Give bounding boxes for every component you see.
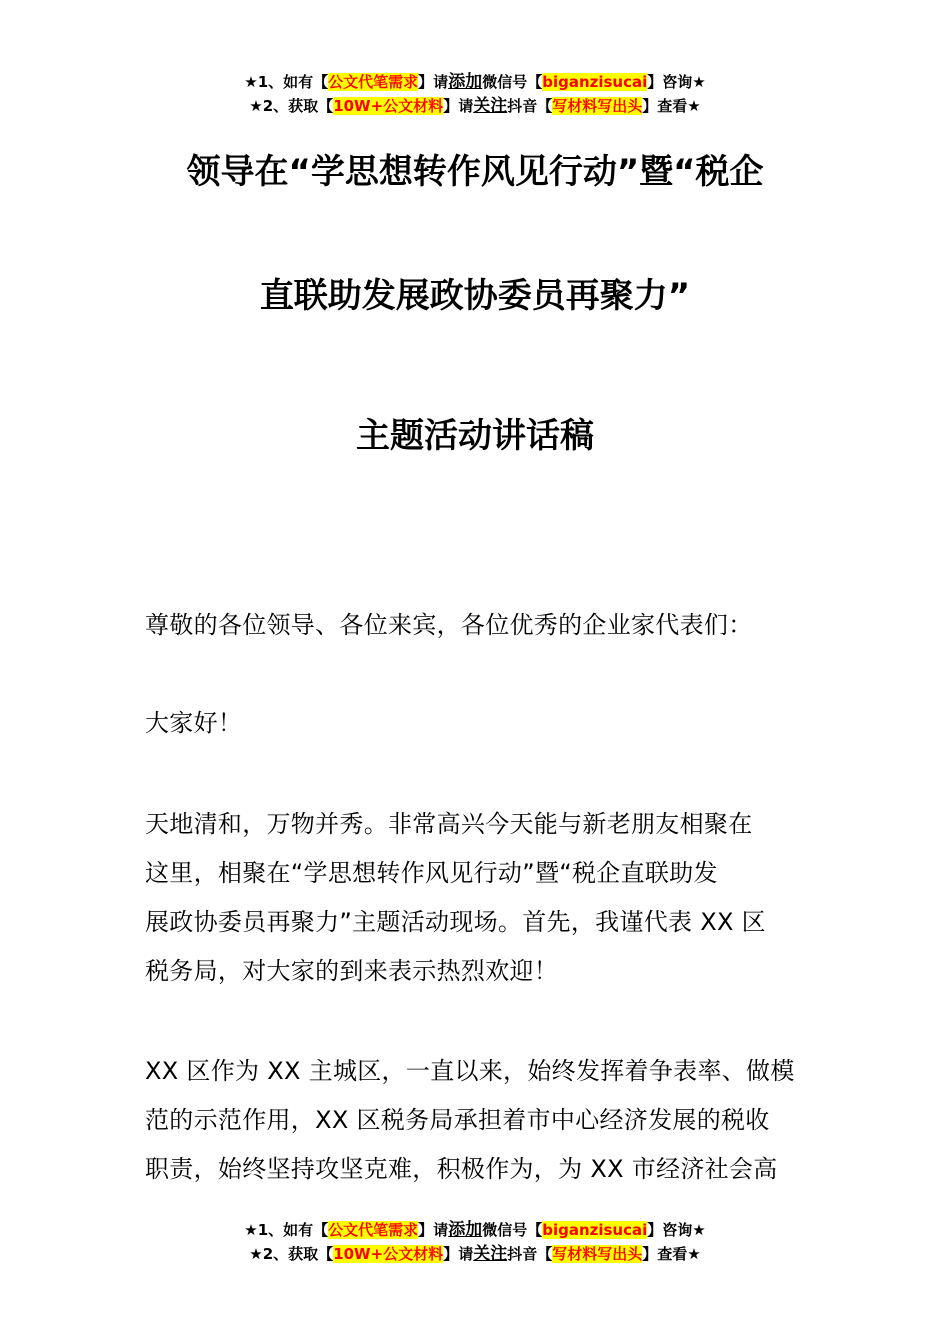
document-title-line-2: 直联助发展政协委员再聚力” [259,276,691,316]
promo-highlight: 公文代笔需求 [328,73,419,91]
greeting-text: 大家好！ [145,709,243,737]
promo-line-2 [0,94,950,118]
header-promo-banner [0,70,950,118]
promo-highlight: biganzisucai [542,73,648,91]
promo-text: ★1、如有【 [244,73,329,91]
promo-line-1 [0,70,950,94]
document-title-line-1: 领导在“学思想转作风见行动”暨“税企 [186,152,764,192]
promo-text: 】咨询★ [647,73,706,91]
promo-text: 微信号【 [482,73,543,91]
promo-text: 】咨询★ [647,1221,706,1239]
promo-underline: 添加 [448,72,483,92]
promo-text: 】请 [443,1245,474,1263]
paragraph-line: 职责，始终坚持攻坚克难，积极作为，为 XX 市经济社会高 [145,1155,778,1183]
promo-text: ★2、获取【 [249,1245,334,1263]
paragraph-line: 天地清和，万物并秀。非常高兴今天能与新老朋友相聚在 [145,810,753,838]
promo-text: 】查看★ [642,97,701,115]
promo-text: 】请 [418,1221,449,1239]
promo-highlight: 写材料写出头 [552,1245,643,1263]
salutation [145,601,810,650]
promo-line-2 [0,1242,950,1266]
paragraph-line: 这里，相聚在“学思想转作风见行动”暨“税企直联助发 [145,859,718,887]
promo-underline: 关注 [473,1244,508,1264]
promo-highlight: 写材料写出头 [552,97,643,115]
promo-text: 抖音【 [507,1245,553,1263]
paragraph-line: 展政协委员再聚力”主题活动现场。首先，我谨代表 XX 区 [145,908,766,936]
promo-highlight: 10W+公文材料 [333,1245,444,1263]
paragraph-1 [145,800,810,996]
promo-text: 】查看★ [642,1245,701,1263]
promo-text: 微信号【 [482,1221,543,1239]
paragraph-2 [145,1047,810,1194]
promo-text: 】请 [443,97,474,115]
greeting [145,699,810,748]
paragraph-line: 范的示范作用，XX 区税务局承担着市中心经济发展的税收 [145,1106,770,1134]
paragraph-line: XX 区作为 XX 主城区，一直以来，始终发挥着争表率、做模 [145,1057,795,1085]
promo-underline: 添加 [448,1220,483,1240]
promo-text: 抖音【 [507,97,553,115]
paragraph-line: 税务局，对大家的到来表示热烈欢迎！ [145,957,559,985]
promo-text: ★1、如有【 [244,1221,329,1239]
promo-text: 】请 [418,73,449,91]
promo-highlight: 公文代笔需求 [328,1221,419,1239]
document-title-line-3: 主题活动讲话稿 [356,416,594,456]
footer-promo-banner [0,1218,950,1266]
promo-highlight: biganzisucai [542,1221,648,1239]
promo-highlight: 10W+公文材料 [333,97,444,115]
promo-text: ★2、获取【 [249,97,334,115]
salutation-text: 尊敬的各位领导、各位来宾，各位优秀的企业家代表们： [145,611,753,639]
promo-line-1 [0,1218,950,1242]
promo-underline: 关注 [473,96,508,116]
